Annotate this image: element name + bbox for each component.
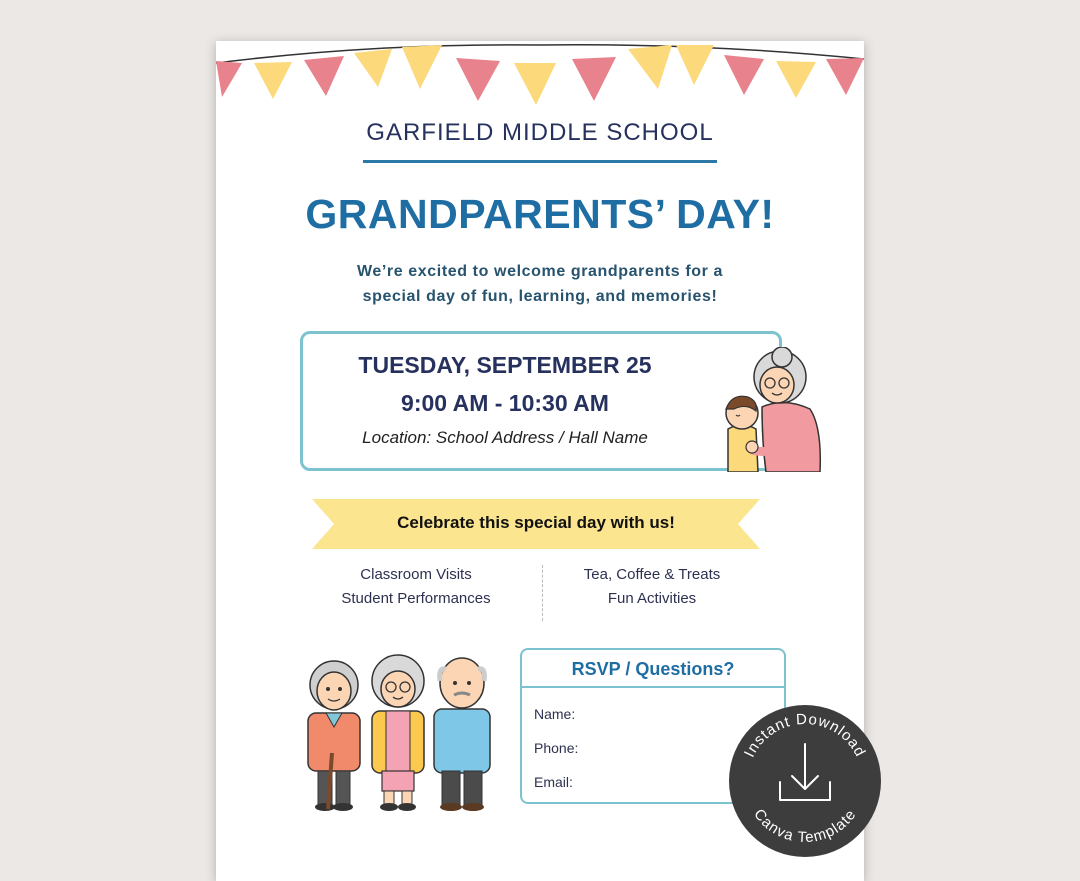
activity-item: Fun Activities <box>607 590 697 607</box>
activity-item: Classroom Visits <box>360 566 472 583</box>
event-details-box <box>300 331 782 471</box>
badge-top-text: Instant Download <box>741 710 869 761</box>
intro-text <box>316 259 764 309</box>
event-time: 9:00 AM - 10:30 AM <box>401 390 609 416</box>
school-name: GARFIELD MIDDLE SCHOOL <box>366 119 714 146</box>
rsvp-email-field: Email: <box>534 774 573 790</box>
school-underline <box>363 160 717 163</box>
rsvp-phone-field: Phone: <box>534 740 579 756</box>
event-date: TUESDAY, SEPTEMBER 25 <box>358 352 652 378</box>
badge-bottom-text: Canva Template <box>750 805 860 847</box>
rsvp-name-field: Name: <box>534 706 576 722</box>
event-location: Location: School Address / Hall Name <box>362 428 648 447</box>
activity-item: Tea, Coffee & Treats <box>583 566 721 583</box>
activities-right <box>542 563 762 611</box>
intro-line-1: We’re excited to welcome grandparents for a <box>356 263 724 280</box>
grandma-hug-illustration <box>722 347 826 472</box>
instant-download-badge <box>726 702 884 860</box>
bunting-decoration <box>216 41 864 111</box>
activity-item: Student Performances <box>341 590 491 607</box>
grandparents-illustration <box>298 647 504 817</box>
intro-line-2: special day of fun, learning, and memories! <box>362 288 718 305</box>
event-headline: GRANDPARENTS’ DAY! <box>305 191 775 237</box>
activities-left <box>306 563 526 611</box>
celebrate-banner-text: Celebrate this special day with us! <box>397 513 675 532</box>
rsvp-title: RSVP / Questions? <box>522 650 784 688</box>
